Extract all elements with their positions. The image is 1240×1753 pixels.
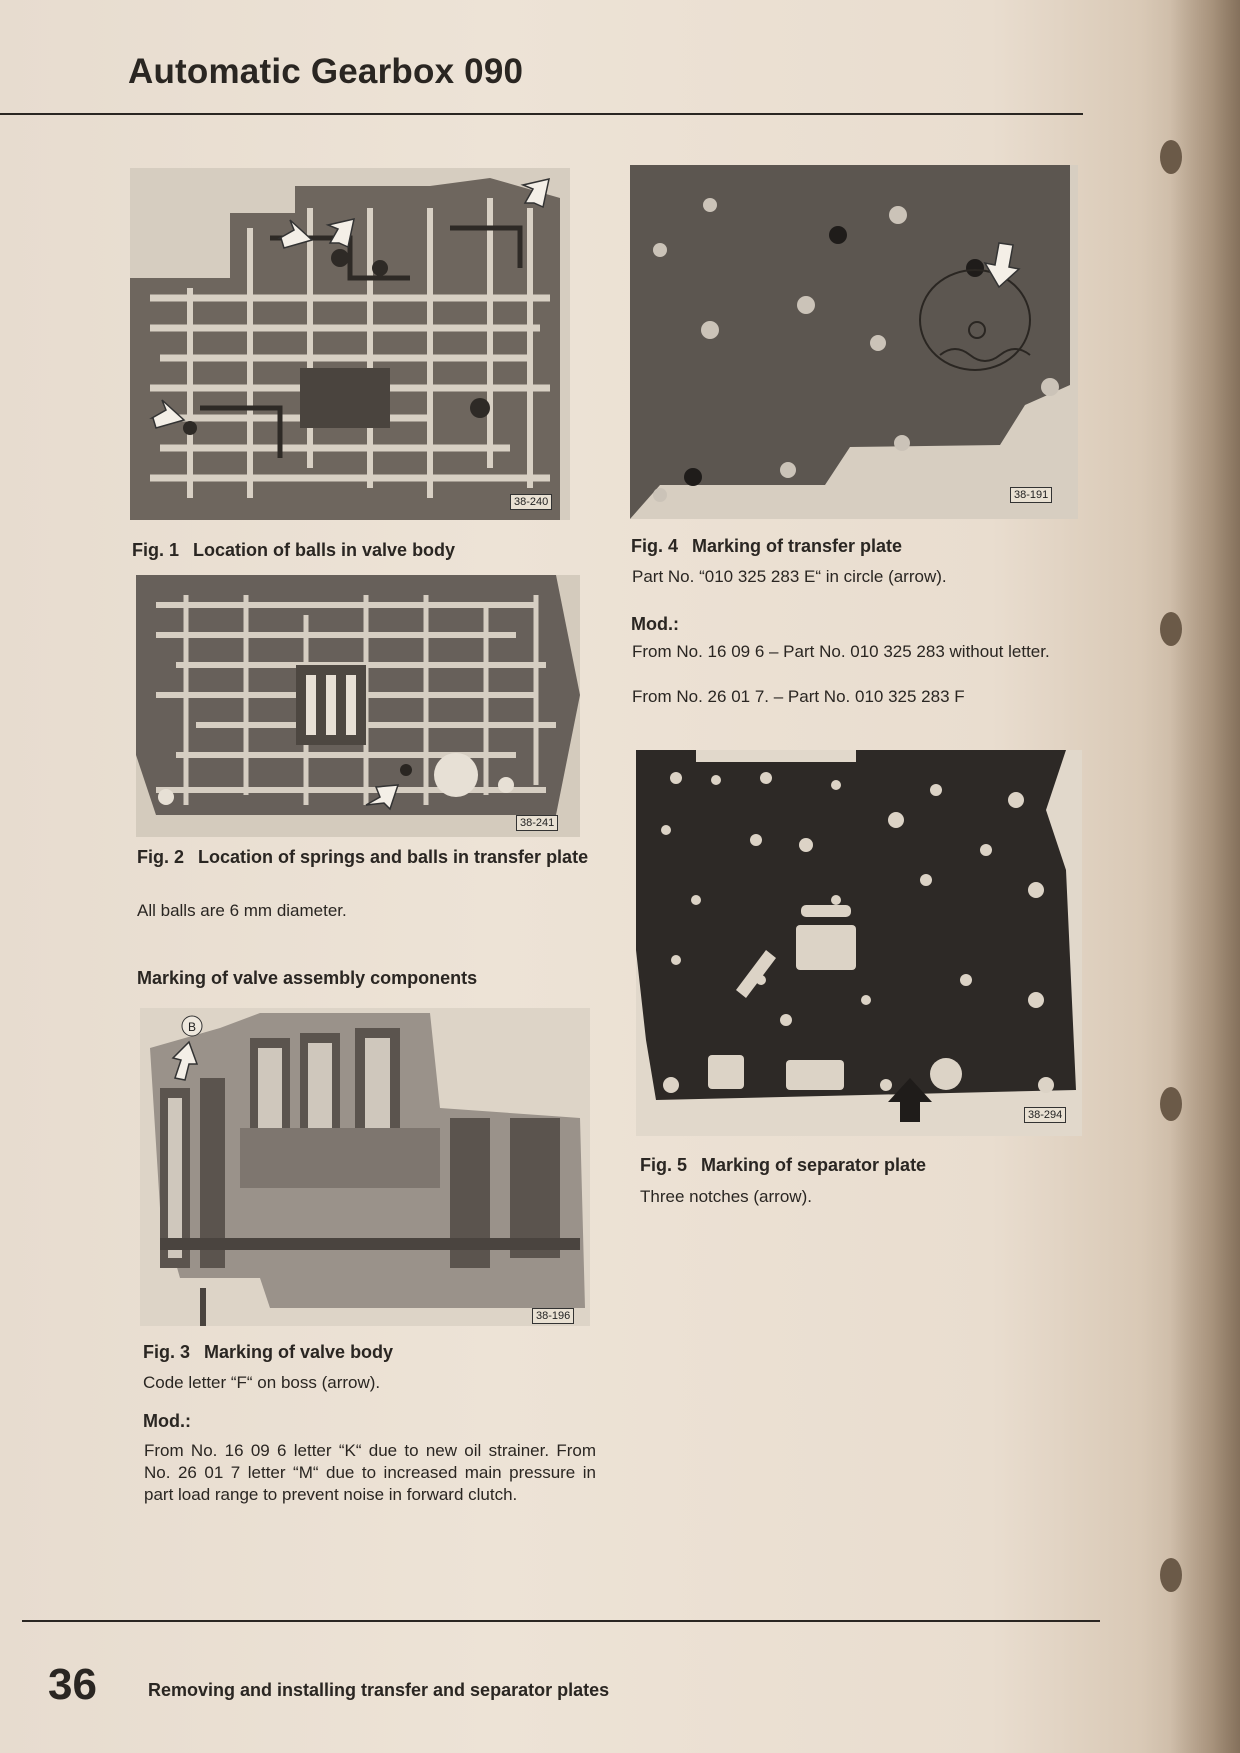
figure-5-note: Three notches (arrow). bbox=[640, 1187, 812, 1206]
figure-2-number: Fig. 2 bbox=[137, 847, 185, 867]
figure-3-caption bbox=[143, 1342, 393, 1363]
binder-hole bbox=[1160, 140, 1182, 174]
figure-3-image bbox=[140, 1008, 590, 1326]
figure-4-image bbox=[630, 165, 1078, 519]
figure-4-caption-text: Marking of transfer plate bbox=[692, 536, 903, 556]
figure-3-mod-text: From No. 16 09 6 letter “K“ due to new oil strainer. From No. 26 01 7 letter “M“ due to increased main pressure in part load range to prevent noise in forward clutch. bbox=[144, 1441, 596, 1504]
figure-2-caption bbox=[137, 846, 597, 869]
page-edge-shadow bbox=[1170, 0, 1240, 1753]
footer-title: Removing and installing transfer and separator plates bbox=[148, 1680, 610, 1700]
binder-hole bbox=[1160, 1558, 1182, 1592]
figure-3-mod-heading: Mod.: bbox=[143, 1411, 191, 1431]
figure-3-number: Fig. 3 bbox=[143, 1342, 191, 1362]
figure-4-caption bbox=[631, 536, 902, 557]
figure-3-caption-text: Marking of valve body bbox=[204, 1342, 394, 1362]
figure-2-image bbox=[136, 575, 580, 837]
footer-rule bbox=[22, 1620, 1100, 1622]
figure-1-caption-text: Location of balls in valve body bbox=[193, 540, 456, 560]
figure-4-number: Fig. 4 bbox=[631, 536, 679, 556]
figure-2-note: All balls are 6 mm diameter. bbox=[137, 901, 347, 920]
figure-3-ref: 38-196 bbox=[532, 1308, 574, 1324]
figure-5-number: Fig. 5 bbox=[640, 1155, 688, 1175]
page-title: Automatic Gearbox 090 bbox=[128, 52, 524, 91]
figure-4-mod-heading: Mod.: bbox=[631, 614, 679, 634]
header-rule bbox=[0, 113, 1083, 115]
figure-1-ref: 38-240 bbox=[510, 494, 552, 510]
page-number: 36 bbox=[48, 1660, 97, 1709]
figure-5-caption-text: Marking of separator plate bbox=[701, 1155, 927, 1175]
figure-1-image bbox=[130, 168, 570, 520]
figure-1-caption bbox=[132, 540, 455, 561]
figure-4-note: Part No. “010 325 283 E“ in circle (arrow). bbox=[632, 567, 947, 586]
section-heading: Marking of valve assembly components bbox=[137, 968, 478, 988]
boss-letter: B bbox=[188, 1020, 197, 1034]
figure-2-caption-text: Location of springs and balls in transfer plate bbox=[198, 847, 589, 867]
figure-5-caption bbox=[640, 1155, 926, 1176]
figure-4-mod-line-2: From No. 26 01 7. – Part No. 010 325 283 F bbox=[632, 687, 965, 706]
binder-hole bbox=[1160, 612, 1182, 646]
figure-5-image bbox=[636, 750, 1082, 1136]
figure-1-number: Fig. 1 bbox=[132, 540, 180, 560]
figure-2-ref: 38-241 bbox=[516, 815, 558, 831]
figure-3-note: Code letter “F“ on boss (arrow). bbox=[143, 1373, 381, 1392]
figure-4-mod-line-1: From No. 16 09 6 – Part No. 010 325 283 without letter. bbox=[632, 642, 1050, 661]
figure-4-ref: 38-191 bbox=[1010, 487, 1052, 503]
figure-5-ref: 38-294 bbox=[1024, 1107, 1066, 1123]
binder-hole bbox=[1160, 1087, 1182, 1121]
